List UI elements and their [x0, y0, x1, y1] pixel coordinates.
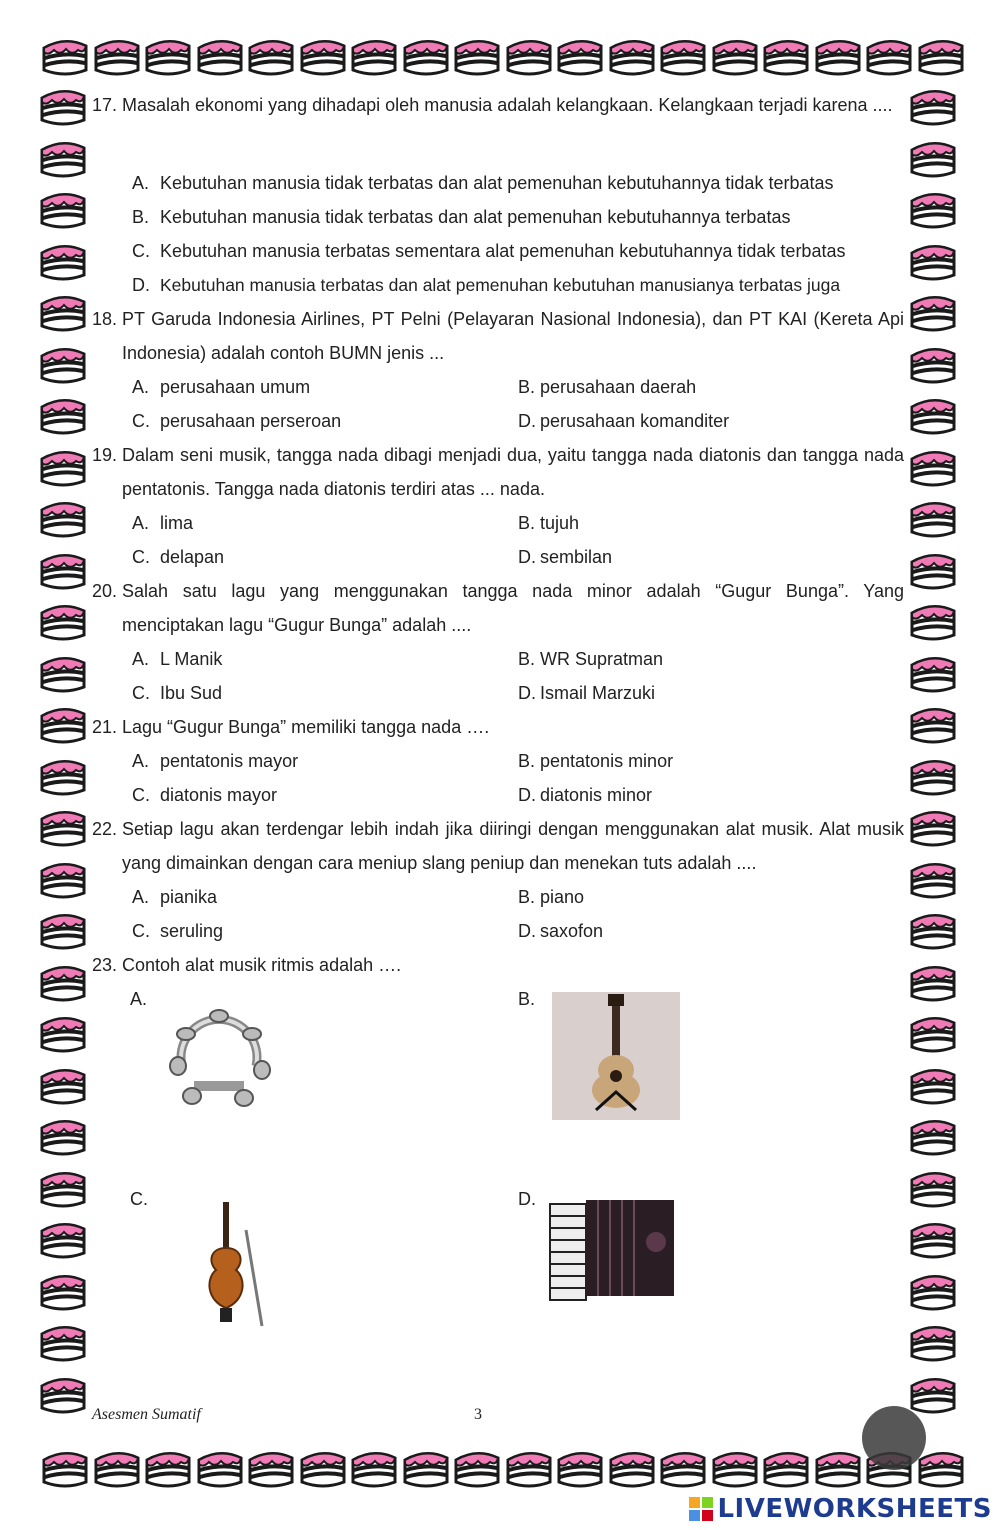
option-letter: B. — [518, 377, 536, 397]
cake-slice-icon — [38, 496, 88, 538]
cake-slice-icon — [908, 393, 958, 435]
image-options — [92, 982, 904, 1392]
tambourine-icon[interactable] — [164, 1004, 274, 1114]
option-text: seruling — [160, 921, 224, 941]
option-c[interactable] — [132, 540, 518, 574]
cake-slice-icon — [710, 1446, 760, 1488]
option-letter: B. — [518, 513, 536, 533]
cake-slice-icon — [38, 342, 88, 384]
option-a[interactable] — [132, 166, 904, 200]
option-b[interactable] — [518, 744, 904, 778]
option-c[interactable] — [132, 234, 904, 268]
cake-slice-icon — [38, 1166, 88, 1208]
option-text: saxofon — [540, 921, 604, 941]
question-text: Masalah ekonomi yang dihadapi oleh manusia adalah kelangkaan. Kelangkaan terjadi karena .... — [122, 95, 893, 115]
option-letter: B. — [518, 649, 536, 669]
cake-slice-icon — [908, 805, 958, 847]
question-19 — [92, 438, 904, 574]
option-text: perusahaan komanditer — [540, 411, 730, 431]
cake-slice-icon — [246, 34, 296, 76]
option-b[interactable] — [132, 200, 904, 234]
cake-slice-icon — [908, 1217, 958, 1259]
cake-slice-icon — [504, 34, 554, 76]
cake-slice-icon — [710, 34, 760, 76]
option-text: pentatonis mayor — [160, 751, 299, 771]
question-18 — [92, 302, 904, 438]
cake-slice-icon — [401, 1446, 451, 1488]
cake-slice-icon — [908, 1269, 958, 1311]
question-number: 21. — [92, 717, 118, 737]
cake-slice-icon — [908, 651, 958, 693]
option-d[interactable] — [518, 404, 904, 438]
question-number: 22. — [92, 819, 118, 839]
cake-slice-icon — [38, 805, 88, 847]
cake-slice-icon — [908, 702, 958, 744]
cake-slice-icon — [607, 1446, 657, 1488]
cake-slice-icon — [143, 34, 193, 76]
cake-slice-icon — [38, 548, 88, 590]
option-c[interactable] — [132, 676, 518, 710]
question-number: 19. — [92, 445, 118, 465]
cake-slice-icon — [658, 34, 708, 76]
cake-slice-icon — [658, 1446, 708, 1488]
option-text: diatonis minor — [540, 785, 653, 805]
option-b[interactable] — [518, 506, 904, 540]
cake-slice-icon — [908, 445, 958, 487]
cake-slice-icon — [38, 857, 88, 899]
cake-slice-icon — [92, 34, 142, 76]
option-c[interactable] — [132, 914, 518, 948]
option-a-label: A. — [130, 989, 148, 1009]
option-letter: C. — [132, 547, 150, 567]
cake-slice-icon — [452, 34, 502, 76]
option-a[interactable] — [132, 744, 518, 778]
cake-slice-icon — [38, 290, 88, 332]
cake-slice-icon — [349, 34, 399, 76]
option-text: sembilan — [540, 547, 613, 567]
question-text: Setiap lagu akan terdengar lebih indah jika diiringi dengan menggunakan alat musik. Alat musik yang dimainkan dengan cara meniup slang peniup dan menekan tuts adalah .... — [122, 819, 904, 873]
cake-slice-icon — [38, 1372, 88, 1414]
cake-slice-icon — [761, 1446, 811, 1488]
cake-slice-icon — [908, 1166, 958, 1208]
option-b[interactable] — [518, 370, 904, 404]
cake-slice-icon — [908, 754, 958, 796]
cake-slice-icon — [38, 136, 88, 178]
worksheet-content — [92, 88, 904, 1392]
cake-slice-icon — [38, 239, 88, 281]
option-b[interactable] — [518, 880, 904, 914]
question-text: Contoh alat musik ritmis adalah …. — [122, 955, 402, 975]
option-letter: A. — [132, 887, 150, 907]
accordion-icon[interactable] — [544, 1194, 680, 1304]
option-text: lima — [160, 513, 194, 533]
option-d[interactable] — [518, 676, 904, 710]
option-text: tujuh — [540, 513, 580, 533]
cake-slice-icon — [555, 34, 605, 76]
question-text: Dalam seni musik, tangga nada dibagi menjadi dua, yaitu tangga nada diatonis dan tangga nada pentatonis. Tangga nada diatonis terdiri atas ... nada. — [122, 445, 904, 499]
option-a[interactable] — [132, 642, 518, 676]
question-text: Salah satu lagu yang menggunakan tangga nada minor adalah “Gugur Bunga”. Yang menciptakan lagu “Gugur Bunga” adalah .... — [122, 581, 904, 635]
option-c[interactable] — [132, 404, 518, 438]
question-number: 18. — [92, 309, 118, 329]
violin-icon[interactable] — [190, 1200, 270, 1330]
cake-slice-icon — [908, 84, 958, 126]
cake-slice-icon — [38, 1217, 88, 1259]
cake-slice-icon — [38, 187, 88, 229]
border-right — [908, 0, 968, 1530]
option-letter: C. — [132, 683, 150, 703]
option-letter: D. — [518, 785, 536, 805]
option-text: perusahaan umum — [160, 377, 311, 397]
page-number: 3 — [474, 1406, 482, 1423]
question-number: 17. — [92, 95, 118, 115]
option-text: Kebutuhan manusia tidak terbatas dan alat pemenuhan kebutuhannya tidak terbatas — [160, 173, 834, 193]
cake-slice-icon — [38, 445, 88, 487]
cake-slice-icon — [504, 1446, 554, 1488]
option-d-label: D. — [518, 1189, 536, 1209]
option-text: piano — [540, 887, 585, 907]
guitar-icon[interactable] — [552, 992, 680, 1120]
cake-slice-icon — [908, 548, 958, 590]
cake-slice-icon — [38, 1114, 88, 1156]
cake-slice-icon — [908, 1372, 958, 1414]
option-b-label: B. — [518, 989, 536, 1009]
cake-slice-icon — [401, 34, 451, 76]
option-letter: C. — [132, 411, 150, 431]
cake-slice-icon — [38, 84, 88, 126]
option-letter: D. — [518, 921, 536, 941]
option-d[interactable] — [518, 914, 904, 948]
option-text: pianika — [160, 887, 218, 907]
cake-slice-icon — [908, 290, 958, 332]
cake-slice-icon — [38, 599, 88, 641]
cake-slice-icon — [143, 1446, 193, 1488]
border-left — [38, 0, 98, 1530]
option-text: diatonis mayor — [160, 785, 278, 805]
cake-slice-icon — [607, 34, 657, 76]
option-a[interactable] — [132, 506, 518, 540]
option-b[interactable] — [518, 642, 904, 676]
cake-slice-icon — [452, 1446, 502, 1488]
cake-slice-icon — [908, 599, 958, 641]
cake-slice-icon — [38, 960, 88, 1002]
cake-slice-icon — [908, 857, 958, 899]
cake-slice-icon — [813, 1446, 863, 1488]
option-text: perusahaan perseroan — [160, 411, 342, 431]
option-text: Kebutuhan manusia terbatas dan alat pemenuhan kebutuhan manusianya terbatas juga — [160, 275, 841, 295]
cake-slice-icon — [38, 908, 88, 950]
question-number: 20. — [92, 581, 118, 601]
question-23 — [92, 948, 904, 1392]
cake-slice-icon — [349, 1446, 399, 1488]
cake-slice-icon — [246, 1446, 296, 1488]
option-letter: A. — [132, 649, 150, 669]
brand-logo[interactable] — [689, 1494, 992, 1524]
option-text: Kebutuhan manusia terbatas sementara alat pemenuhan kebutuhannya tidak terbatas — [160, 241, 846, 261]
question-21 — [92, 710, 904, 812]
cake-slice-icon — [195, 1446, 245, 1488]
option-text: WR Supratman — [540, 649, 664, 669]
cake-slice-icon — [908, 1114, 958, 1156]
option-c-label: C. — [130, 1189, 148, 1209]
option-text: perusahaan daerah — [540, 377, 697, 397]
option-a[interactable] — [132, 880, 518, 914]
option-letter: A. — [132, 173, 150, 193]
cake-slice-icon — [38, 1011, 88, 1053]
cake-slice-icon — [38, 651, 88, 693]
cake-slice-icon — [908, 1011, 958, 1053]
cake-slice-icon — [298, 1446, 348, 1488]
cake-slice-icon — [38, 754, 88, 796]
liveworksheets-icon — [689, 1497, 713, 1521]
option-text: L Manik — [160, 649, 223, 669]
footer-label: Asesmen Sumatif — [92, 1406, 201, 1423]
option-letter: C. — [132, 785, 150, 805]
brand-name: LIVEWORKSHEETS — [717, 1494, 992, 1524]
option-letter: A. — [132, 377, 150, 397]
border-bottom — [0, 1442, 1000, 1498]
option-text: delapan — [160, 547, 225, 567]
cake-slice-icon — [38, 702, 88, 744]
cake-slice-icon — [908, 960, 958, 1002]
cake-slice-icon — [908, 136, 958, 178]
cake-slice-icon — [298, 34, 348, 76]
cake-slice-icon — [908, 908, 958, 950]
question-number: 23. — [92, 955, 118, 975]
cake-slice-icon — [908, 342, 958, 384]
cake-slice-icon — [813, 34, 863, 76]
option-letter: A. — [132, 751, 150, 771]
border-top — [0, 30, 1000, 86]
option-letter: C. — [132, 241, 150, 261]
option-letter: D. — [132, 275, 150, 295]
option-letter: D. — [518, 411, 536, 431]
cake-slice-icon — [864, 34, 914, 76]
option-letter: B. — [518, 887, 536, 907]
question-17 — [92, 88, 904, 302]
question-20 — [92, 574, 904, 710]
cake-slice-icon — [908, 1063, 958, 1105]
cake-slice-icon — [92, 1446, 142, 1488]
option-text: Ismail Marzuki — [540, 683, 656, 703]
question-22 — [92, 812, 904, 948]
question-text: Lagu “Gugur Bunga” memiliki tangga nada …. — [122, 717, 490, 737]
option-d[interactable] — [132, 268, 904, 302]
cake-slice-icon — [38, 1269, 88, 1311]
option-text: pentatonis minor — [540, 751, 674, 771]
option-text: Ibu Sud — [160, 683, 223, 703]
cake-slice-icon — [38, 1063, 88, 1105]
option-a[interactable] — [132, 370, 518, 404]
option-text: Kebutuhan manusia tidak terbatas dan alat pemenuhan kebutuhannya terbatas — [160, 207, 791, 227]
question-text: PT Garuda Indonesia Airlines, PT Pelni (Pelayaran Nasional Indonesia), dan PT KAI (Kereta Api Indonesia) adalah contoh BUMN jenis ... — [122, 309, 904, 363]
cake-slice-icon — [908, 239, 958, 281]
cake-slice-icon — [908, 1320, 958, 1362]
options-list — [132, 166, 904, 302]
option-letter: C. — [132, 921, 150, 941]
cake-slice-icon — [195, 34, 245, 76]
cake-slice-icon — [38, 1320, 88, 1362]
option-letter: D. — [518, 547, 536, 567]
option-d[interactable] — [518, 540, 904, 574]
option-letter: B. — [132, 207, 150, 227]
cake-slice-icon — [555, 1446, 605, 1488]
cake-slice-icon — [38, 393, 88, 435]
accessibility-icon[interactable] — [862, 1406, 926, 1470]
option-letter: A. — [132, 513, 150, 533]
cake-slice-icon — [908, 187, 958, 229]
option-d[interactable] — [518, 778, 904, 812]
option-letter: D. — [518, 683, 536, 703]
cake-slice-icon — [908, 496, 958, 538]
option-letter: B. — [518, 751, 536, 771]
option-c[interactable] — [132, 778, 518, 812]
cake-slice-icon — [761, 34, 811, 76]
